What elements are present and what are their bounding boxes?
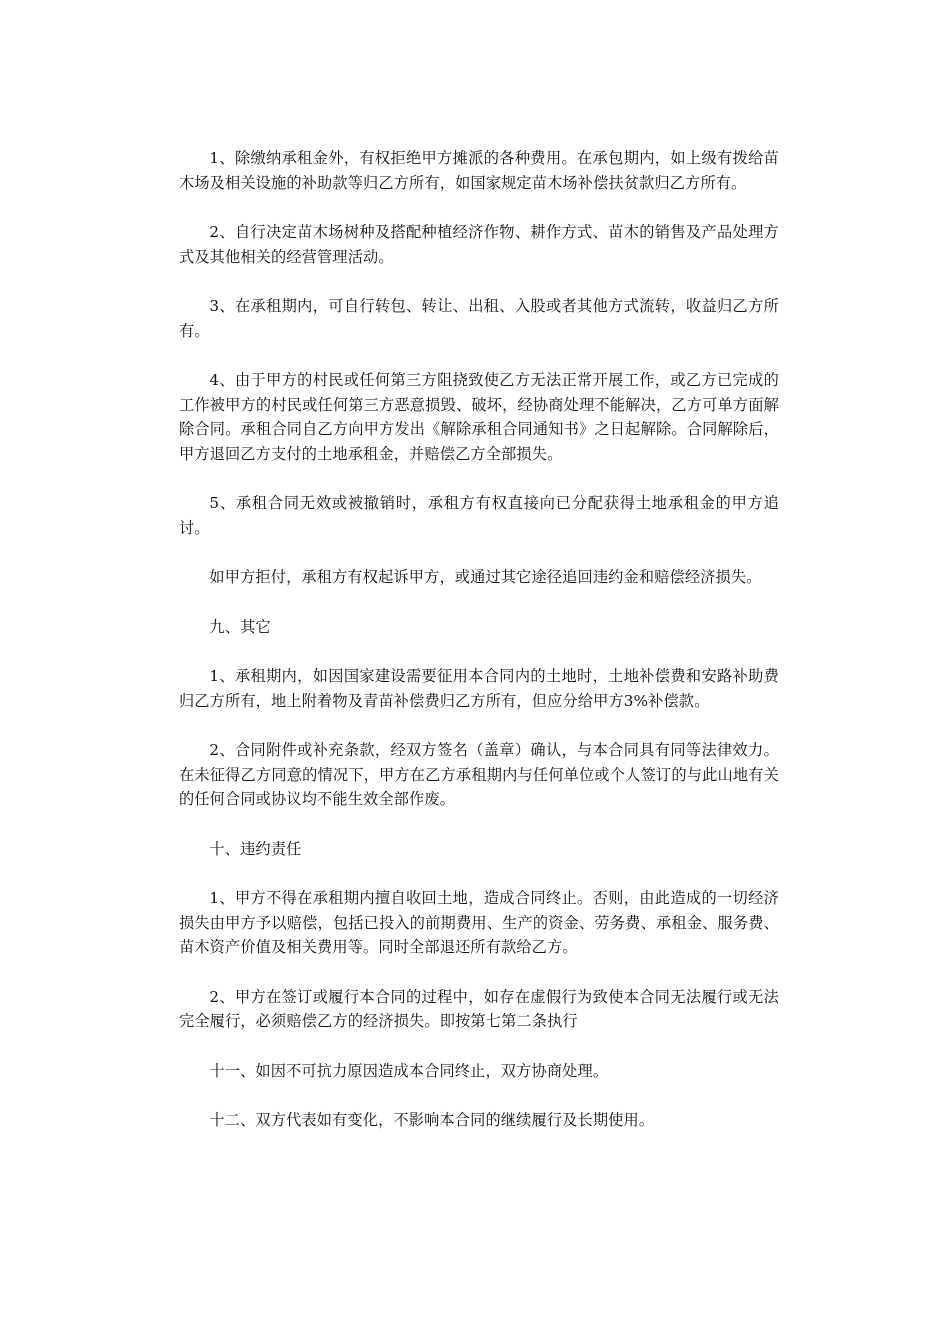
section-9-heading: 九、其它 [209, 617, 271, 636]
section-11-paragraph: 十一、如因不可抗力原因造成本合同终止，双方协商处理。 [209, 1061, 609, 1080]
section-9-clause-1: 1、承租期内，如因国家建设需要征用本合同内的土地时，土地补偿费和安路补助费归乙方所有，地上附着物及青苗补偿费归乙方所有，但应分给甲方3%补偿款。 [179, 667, 779, 710]
clause-5-paragraph: 5、承租合同无效或被撤销时，承租方有权直接向已分配获得土地承租金的甲方追讨。 [179, 494, 779, 537]
section-9-clause-2: 2、合同附件或补充条款，经双方签名（盖章）确认，与本合同具有同等法律效力。在未征得乙方同意的情况下，甲方在乙方承租期内与任何单位或个人签订的与此山地有关的任何合同或协议均不能生效全部作废。 [179, 741, 779, 808]
section-12-paragraph: 十二、双方代表如有变化，不影响本合同的继续履行及长期使用。 [209, 1111, 655, 1129]
clause-2-paragraph: 2、自行决定苗木场树种及搭配种植经济作物、耕作方式、苗木的销售及产品处理方式及其他相关的经营管理活动。 [179, 223, 779, 266]
clause-1-paragraph: 1、除缴纳承租金外，有权拒绝甲方摊派的各种费用。在承包期内，如上级有拨给苗木场及相关设施的补助款等归乙方所有，如国家规定苗木场补偿扶贫款归乙方所有。 [179, 149, 779, 192]
section-10-clause-2: 2、甲方在签订或履行本合同的过程中，如存在虚假行为致使本合同无法履行或无法完全履行，必须赔偿乙方的经济损失。即按第七第二条执行 [179, 987, 779, 1030]
section-10-clause-1: 1、甲方不得在承租期内擅自收回土地，造成合同终止。否则，由此造成的一切经济损失由甲方予以赔偿，包括已投入的前期费用、生产的资金、劳务费、承租金、服务费、苗木资产价值及相关费用等。同时全部退还所有款给乙方。 [179, 889, 779, 956]
section-10-heading: 十、违约责任 [209, 839, 302, 858]
refusal-paragraph: 如甲方拒付，承租方有权起诉甲方，或通过其它途径追回违约金和赔偿经济损失。 [209, 568, 762, 586]
clause-4-paragraph: 4、由于甲方的村民或任何第三方阻挠致使乙方无法正常开展工作，或乙方已完成的工作被甲方的村民或任何第三方恶意损毁、破坏，经协商处理不能解决，乙方可单方面解除合同。承租合同自乙方向甲方发出《解除承租合同通知书》之日起解除。合同解除后，甲方退回乙方支付的土地承租金，并赔偿乙方全部损失。 [179, 371, 779, 463]
clause-3-paragraph: 3、在承租期内，可自行转包、转让、出租、入股或者其他方式流转，收益归乙方所有。 [179, 297, 779, 340]
document-body [179, 146, 779, 1158]
